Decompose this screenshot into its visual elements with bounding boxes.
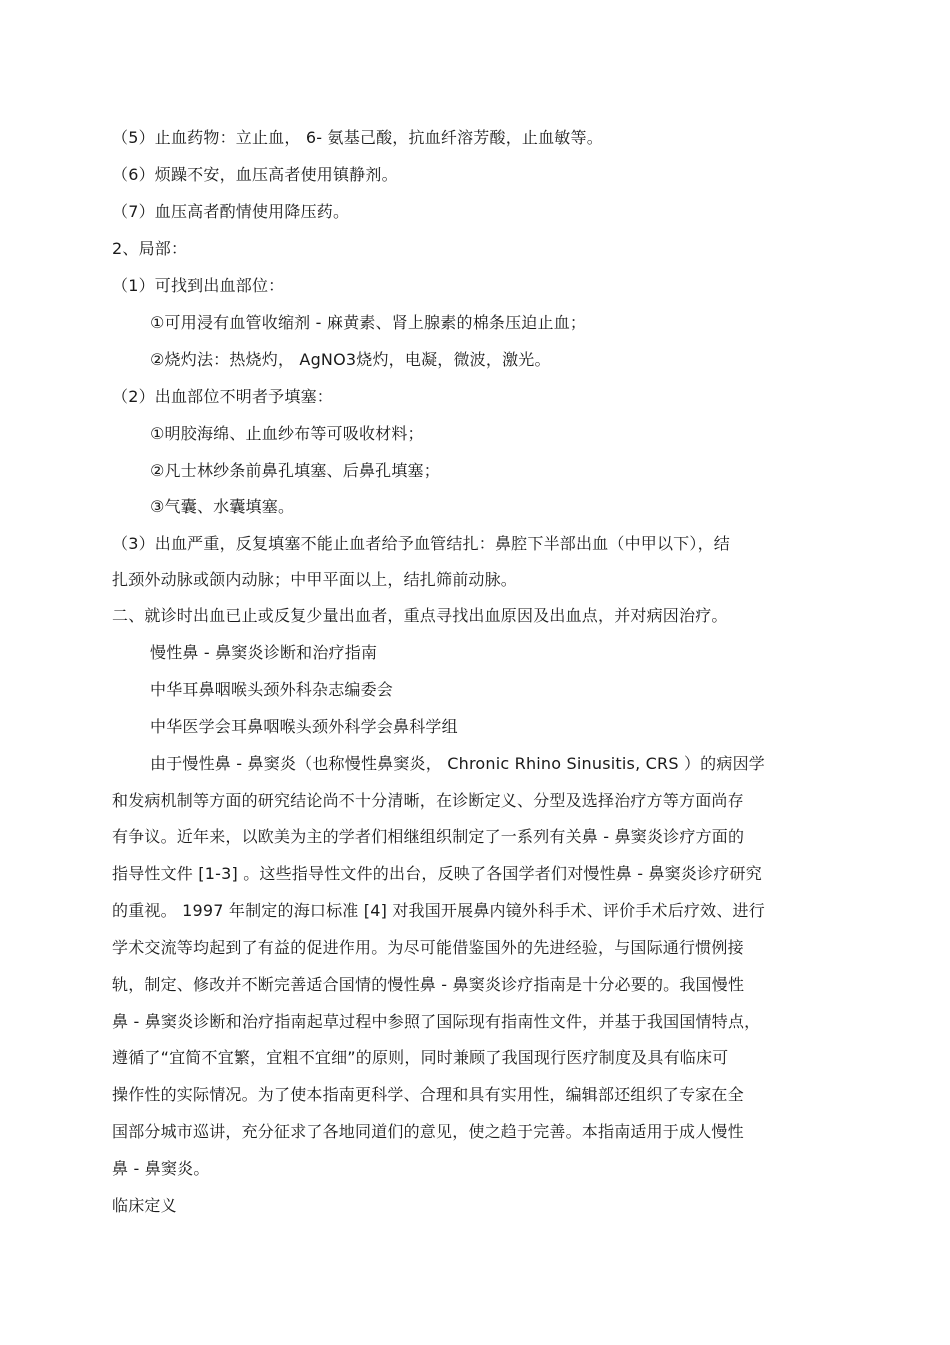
- text-line: 的重视。 1997 年制定的海口标准 [4] 对我国开展鼻内镜外科手术、评价手术后疗效、进行: [112, 901, 765, 920]
- text-line: 指导性文件 [1-3] 。这些指导性文件的出台，反映了各国学者们对慢性鼻 - 鼻窦炎诊疗研究: [112, 864, 762, 883]
- text-line: 扎颈外动脉或颌内动脉；中甲平面以上，结扎筛前动脉。: [112, 570, 518, 589]
- text-line: 国部分城市巡讲，充分征求了各地同道们的意见，使之趋于完善。本指南适用于成人慢性: [112, 1122, 744, 1141]
- text-line: 鼻 - 鼻窦炎。: [112, 1159, 210, 1178]
- section-heading: 临床定义: [112, 1196, 177, 1215]
- text-line: 轨，制定、修改并不断完善适合国情的慢性鼻 - 鼻窦炎诊疗指南是十分必要的。我国慢性: [112, 975, 745, 994]
- text-line: 学术交流等均起到了有益的促进作用。为尽可能借鉴国外的先进经验，与国际通行惯例接: [112, 938, 744, 957]
- text-line: （2）出血部位不明者予填塞：: [112, 387, 333, 406]
- text-line: 二、就诊时出血已止或反复少量出血者，重点寻找出血原因及出血点，并对病因治疗。: [112, 606, 728, 625]
- text-line: （1）可找到出血部位：: [112, 276, 285, 295]
- text-line: 2、局部：: [112, 239, 188, 258]
- text-line: 操作性的实际情况。为了使本指南更科学、合理和具有实用性，编辑部还组织了专家在全: [112, 1085, 744, 1104]
- text-line: （3）出血严重，反复填塞不能止血者给予血管结扎：鼻腔下半部出血（中甲以下），结: [112, 534, 730, 553]
- text-line: （7）血压高者酌情使用降压药。: [112, 202, 350, 221]
- text-line: 鼻 - 鼻窦炎诊断和治疗指南起草过程中参照了国际现有指南性文件，并基于我国国情特点，: [112, 1012, 761, 1031]
- text-line: ①可用浸有血管收缩剂 - 麻黄素、肾上腺素的棉条压迫止血；: [150, 313, 587, 332]
- text-line: ①明胶海绵、止血纱布等可吸收材料；: [150, 424, 424, 443]
- text-line: 中华医学会耳鼻咽喉头颈外科学会鼻科学组: [150, 717, 458, 736]
- text-line: 中华耳鼻咽喉头颈外科杂志编委会: [150, 680, 394, 699]
- text-line: ②凡士林纱条前鼻孔填塞、后鼻孔填塞；: [150, 461, 440, 480]
- text-line: 慢性鼻 - 鼻窦炎诊断和治疗指南: [150, 643, 378, 662]
- text-line: 有争议。近年来，以欧美为主的学者们相继组织制定了一系列有关鼻 - 鼻窦炎诊疗方面的: [112, 827, 745, 846]
- text-line: 遵循了“宜简不宜繁，宜粗不宜细”的原则，同时兼顾了我国现行医疗制度及具有临床可: [112, 1048, 729, 1067]
- text-line: 和发病机制等方面的研究结论尚不十分清晰，在诊断定义、分型及选择治疗方等方面尚存: [112, 791, 744, 810]
- text-line: ③气囊、水囊填塞。: [150, 497, 295, 516]
- text-line: （6）烦躁不安，血压高者使用镇静剂。: [112, 165, 398, 184]
- text-line: ②烧灼法：热烧灼， AgNO3烧灼，电凝，微波，激光。: [150, 350, 551, 369]
- text-line: 由于慢性鼻 - 鼻窦炎（也称慢性鼻窦炎， Chronic Rhino Sinusitis, CRS ）的病因学: [150, 754, 765, 773]
- text-line: （5）止血药物：立止血， 6- 氨基己酸，抗血纤溶芳酸，止血敏等。: [112, 128, 603, 147]
